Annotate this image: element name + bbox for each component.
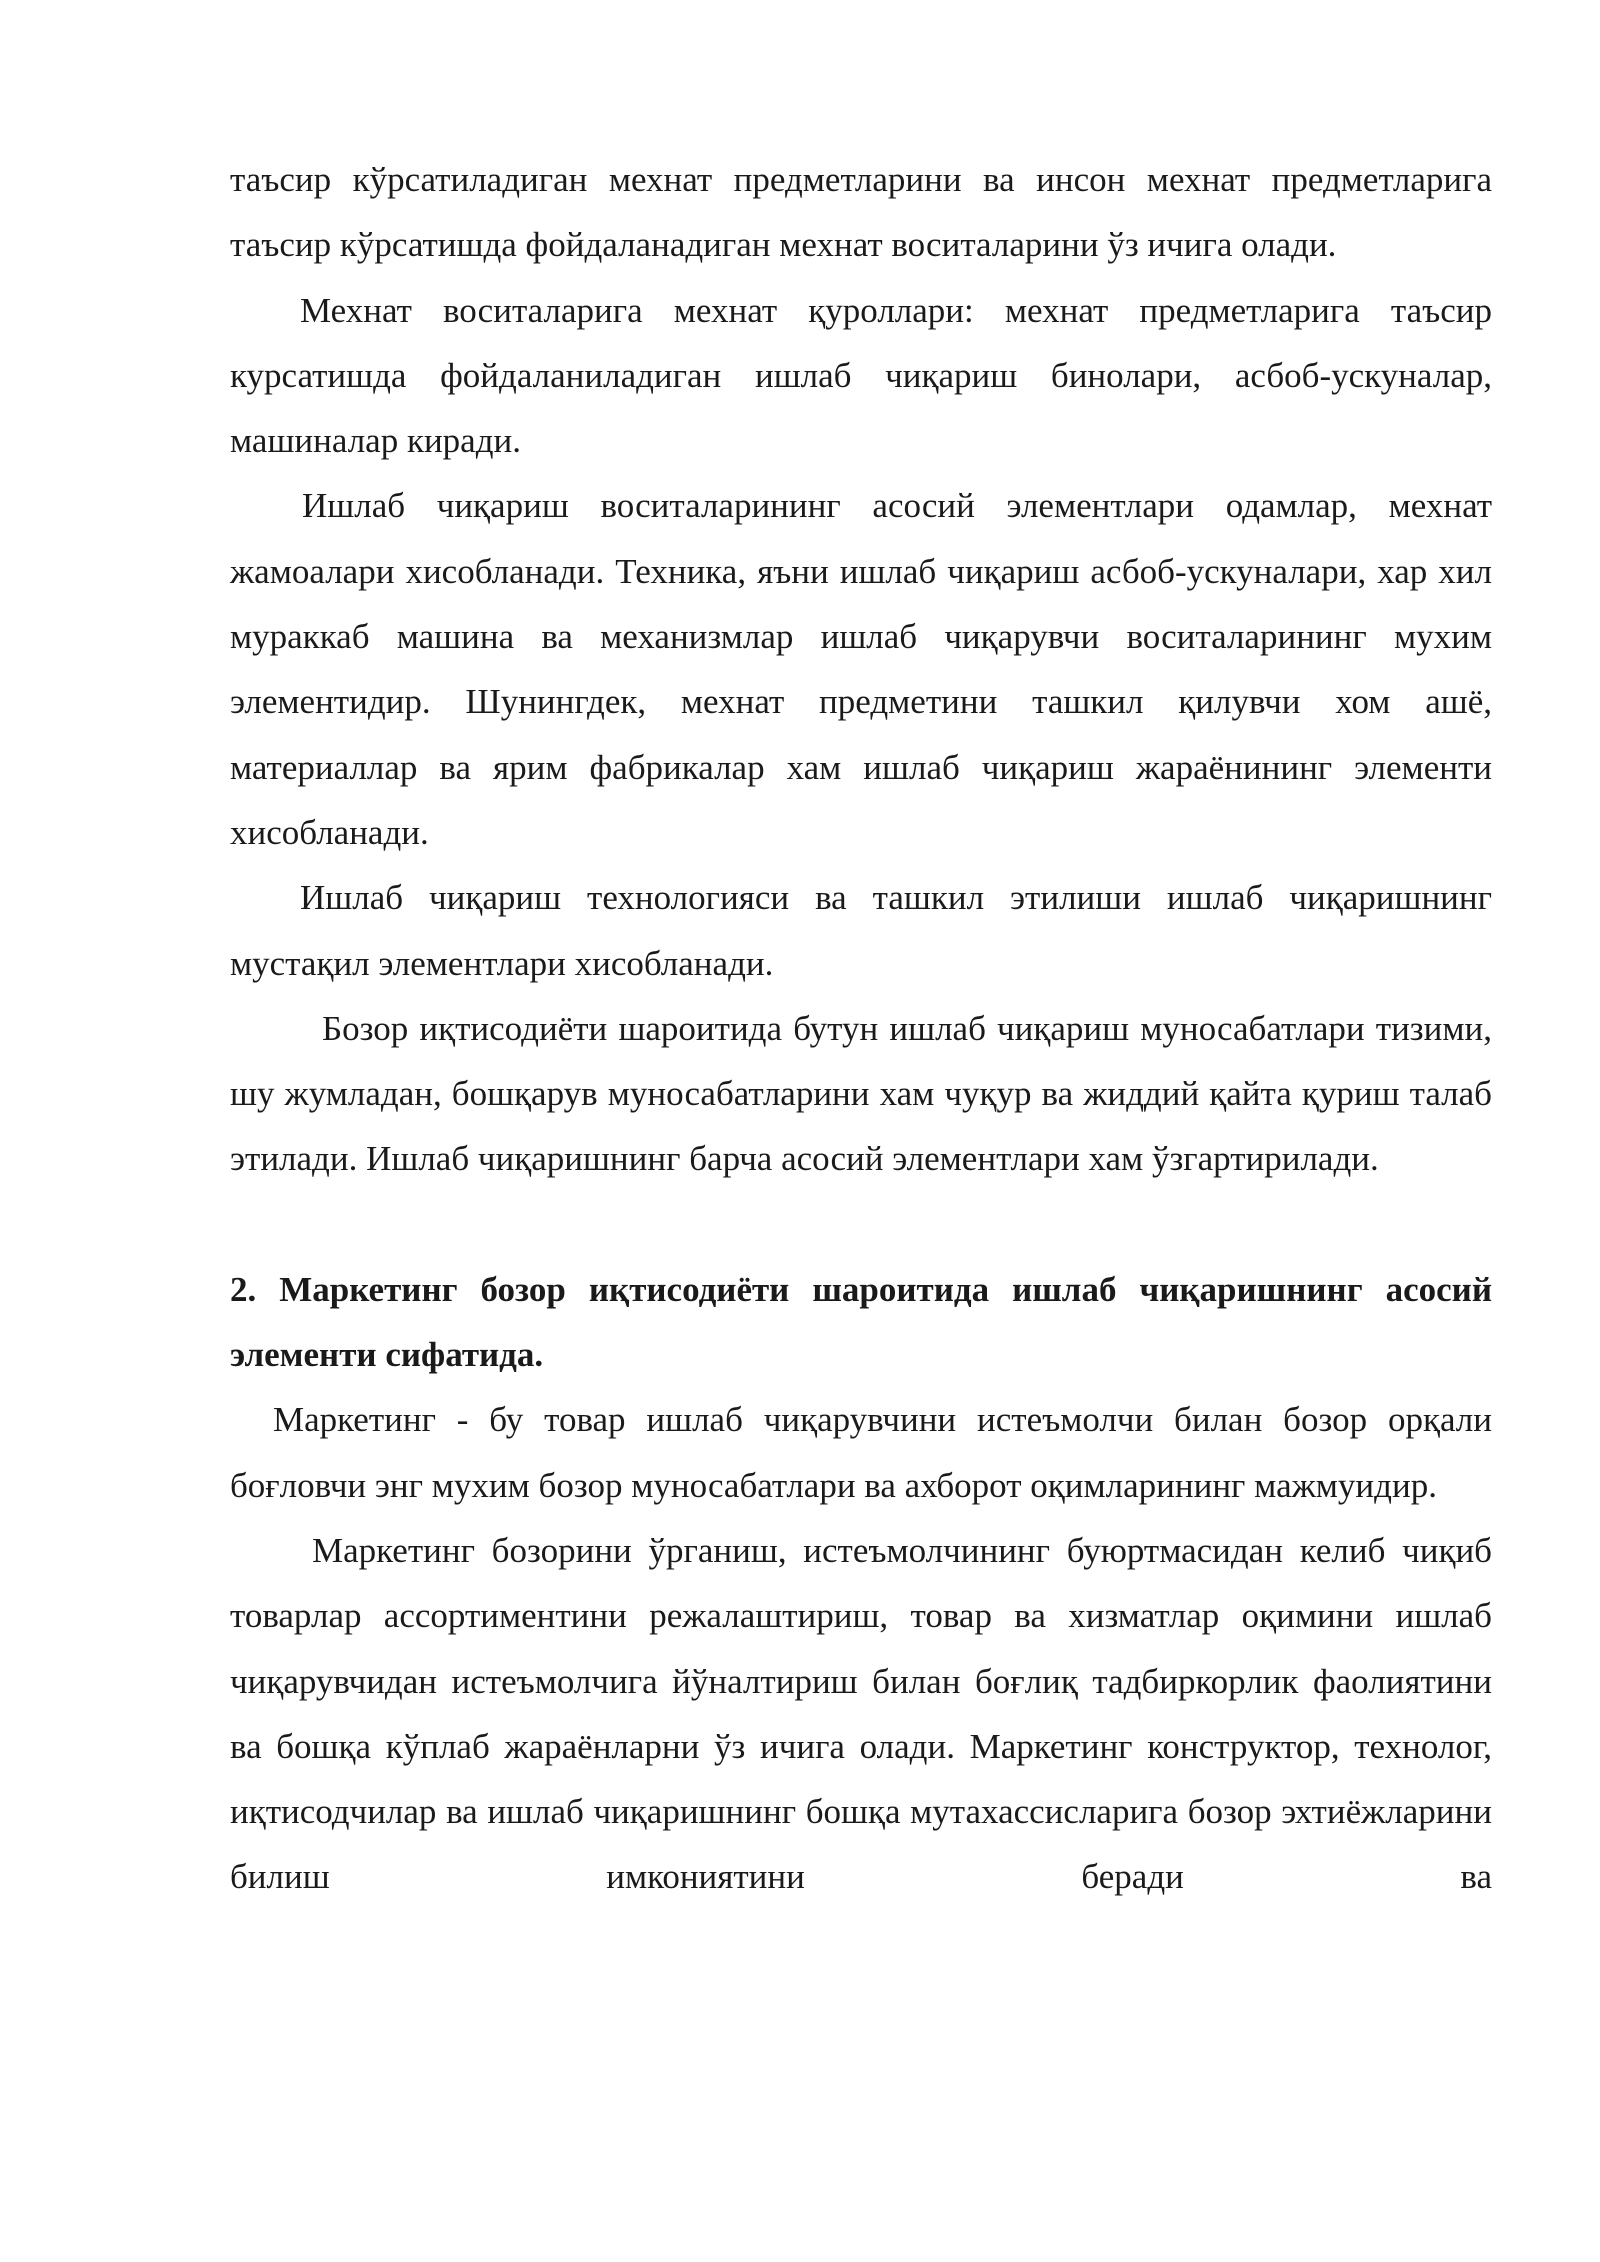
paragraph-technology: Ишлаб чиқариш технологияси ва ташкил этилиши ишлаб чиқаришнинг мустақил элементлари хисобланади. — [230, 878, 1492, 983]
document-body — [230, 147, 1492, 1910]
section-heading: 2. Маркетинг бозор иқтисодиёти шароитида ишлаб чиқаришнинг асосий элементи сифатида. — [230, 1269, 1492, 1375]
paragraph-marketing-definition: Маркетинг - бу товар ишлаб чиқарувчини истеъмолчи билан бозор орқали боғловчи энг мухим бозор муносабатлари ва ахборот оқимларининг мажмуидир. — [230, 1400, 1492, 1505]
paragraph-market-economy: Бозор иқтисодиёти шароитида бутун ишлаб чиқариш муносабатлари тизими, шу жумладан, бошқарув муносабатларини хам чуқур ва жиддий қайта қуриш талаб этилади. Ишлаб чиқаришнинг барча асосий элементлари хам ўзгартирилади. — [230, 1008, 1492, 1179]
paragraph-labor-means: Мехнат воситаларига мехнат қуроллари: мехнат предметларига таъсир курсатишда фойдаланиладиган ишлаб чиқариш бинолари, асбоб-ускуналар, машиналар киради. — [230, 290, 1492, 461]
paragraph-marketing-scope: Маркетинг бозорини ўрганиш, истеъмолчининг буюртмасидан келиб чиқиб товарлар ассортиментини режалаштириш, товар ва хизматлар оқимини ишлаб чиқарувчидан истеъмолчига йўналтириш билан боғлиқ тадбиркорлик фаолиятини ва бошқа кўплаб жараёнларни ўз ичига олади. Маркетинг конструктор, технолог, иқтисодчилар ва ишлаб чиқаришнинг бошқа мутахассисларига бозор эхтиёжларини билиш имкониятини беради ва — [230, 1530, 1492, 1897]
paragraph-continued: таъсир кўрсатиладиган мехнат предметларини ва инсон мехнат предметларига таъсир кўрсатишда фойдаланадиган мехнат воситаларини ўз ичига олади. — [230, 160, 1492, 265]
paragraph-production-elements: Ишлаб чиқариш воситаларининг асосий элементлари одамлар, мехнат жамоалари хисобланади. Техника, яъни ишлаб чиқариш асбоб-ускуналари, хар хил мураккаб машина ва механизмлар ишлаб чиқарувчи воситаларининг мухим элементидир. Шунингдек, мехнат предметини ташкил қилувчи хом ашё, материаллар ва ярим фабрикалар хам ишлаб чиқариш жараёнининг элементи хисобланади. — [230, 486, 1492, 852]
